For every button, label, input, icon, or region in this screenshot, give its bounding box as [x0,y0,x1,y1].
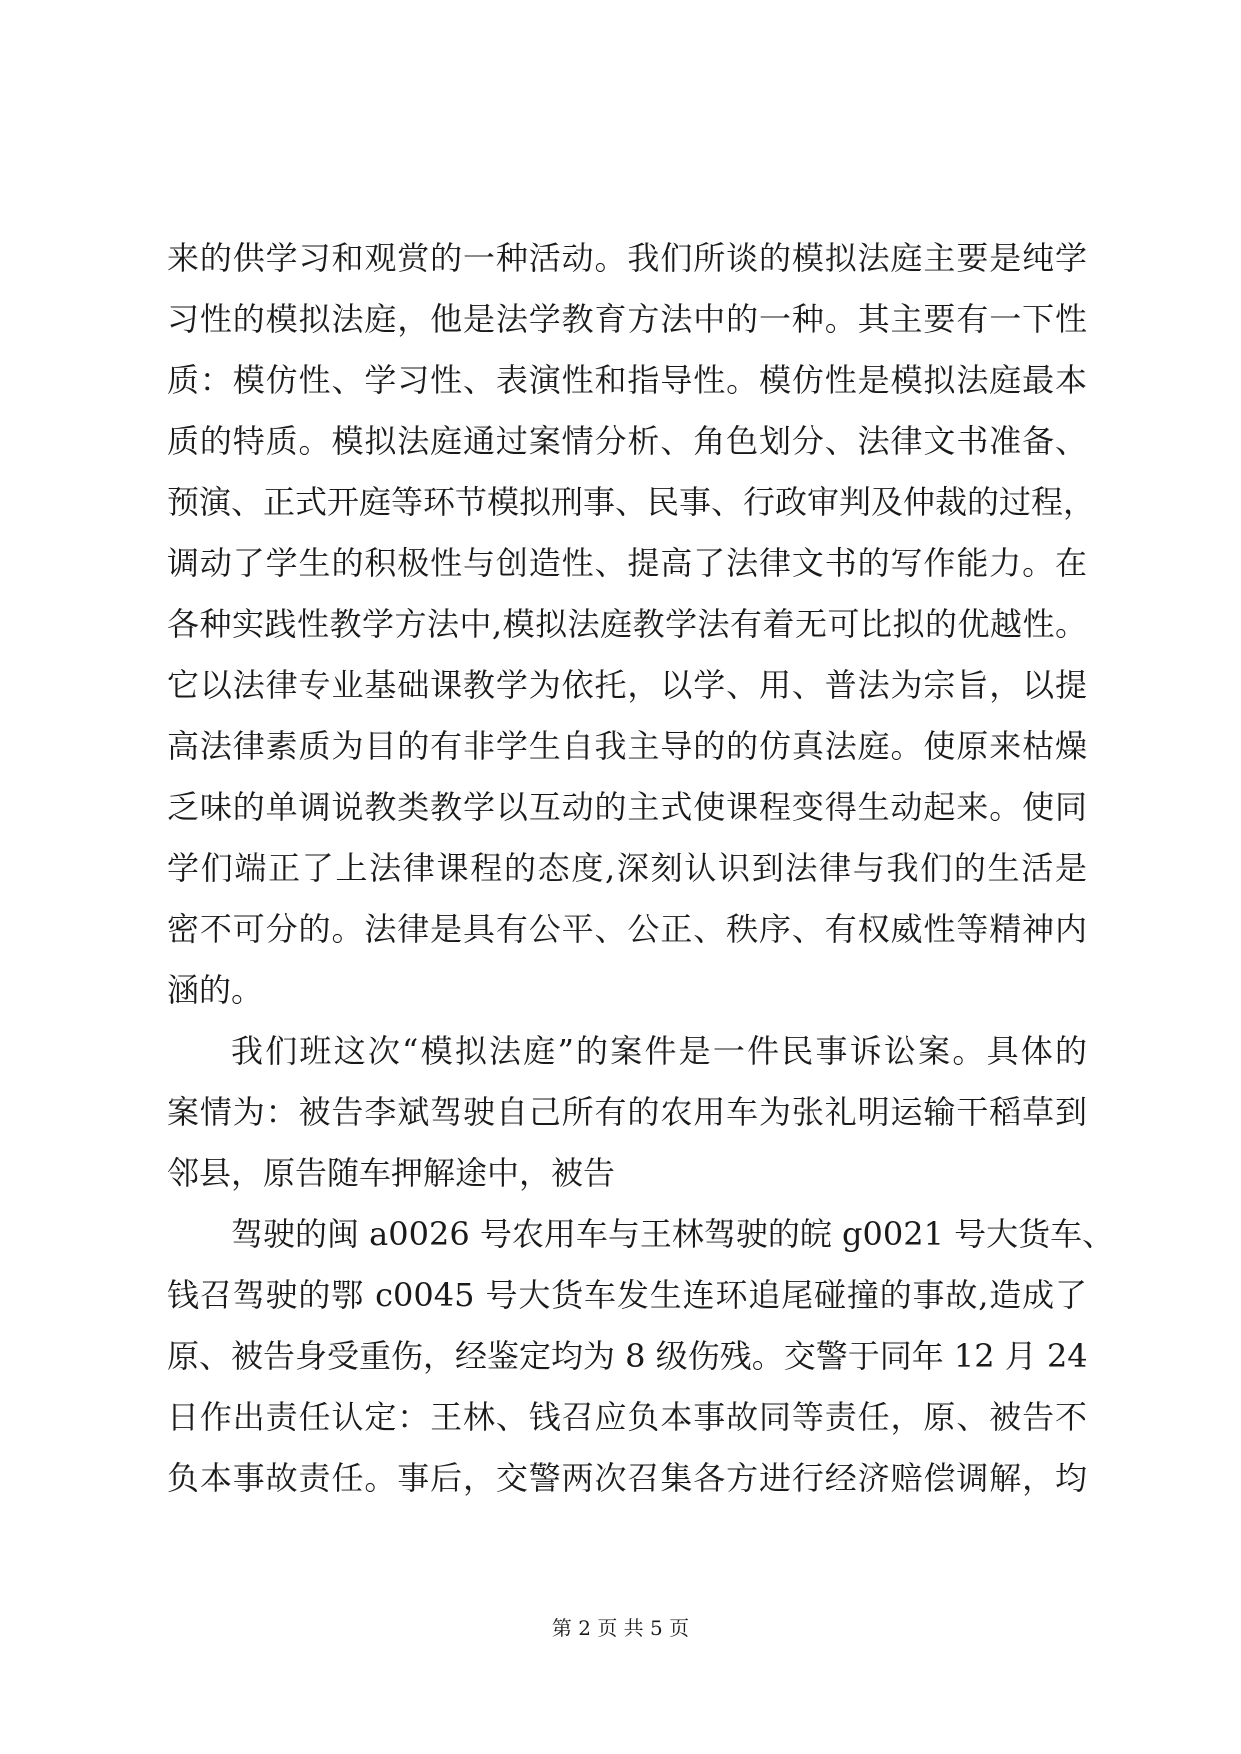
text-line: 邻县，原告随车押解途中，被告 [167,1154,616,1192]
text-line: 日作出责任认定：王林、钱召应负本事故同等责任，原、被告不 [167,1398,1087,1436]
text-line: 预演、正式开庭等环节模拟刑事、民事、行政审判及仲裁的过程， [167,483,1096,521]
text-line: 学们端正了上法律课程的态度,深刻认识到法律与我们的生活是 [167,849,1087,887]
text-line: 原、被告身受重伤，经鉴定均为 8 级伤残。交警于同年 12 月 24 [167,1337,1088,1375]
text-line: 习性的模拟法庭，他是法学教育方法中的一种。其主要有一下性 [167,300,1087,338]
text-line: 密不可分的。法律是具有公平、公正、秩序、有权威性等精神内 [167,910,1087,948]
paragraph [167,1021,1087,1204]
text-line: 调动了学生的积极性与创造性、提高了法律文书的写作能力。在 [167,544,1087,582]
text-line: 高法律素质为目的有非学生自我主导的的仿真法庭。使原来枯燥 [167,727,1087,765]
text-line: 涵的。 [167,971,264,1009]
text-line: 质：模仿性、学习性、表演性和指导性。模仿性是模拟法庭最本 [167,361,1087,399]
text-line: 负本事故责任。事后，交警两次召集各方进行经济赔偿调解，均 [167,1459,1087,1497]
paragraph [167,1204,1115,1509]
text-line: 我们班这次“模拟法庭”的案件是一件民事诉讼案。具体的 [231,1032,1087,1070]
text-line: 质的特质。模拟法庭通过案情分析、角色划分、法律文书准备、 [167,422,1087,460]
text-line: 它以法律专业基础课教学为依托，以学、用、普法为宗旨，以提 [167,666,1087,704]
text-line: 乏味的单调说教类教学以互动的主式使课程变得生动起来。使同 [167,788,1087,826]
text-line: 各种实践性教学方法中,模拟法庭教学法有着无可比拟的优越性。 [167,605,1087,643]
text-line: 案情为：被告李斌驾驶自己所有的农用车为张礼明运输干稻草到 [167,1093,1087,1131]
body-text [167,228,1115,1509]
page-number-footer: 第 2 页 共 5 页 [551,1616,690,1640]
paragraph [167,228,1096,1021]
text-line: 驾驶的闽 a0026 号农用车与王林驾驶的皖 g0021 号大货车、 [231,1215,1115,1253]
text-line: 钱召驾驶的鄂 c0045 号大货车发生连环追尾碰撞的事故,造成了 [167,1276,1087,1314]
text-line: 来的供学习和观赏的一种活动。我们所谈的模拟法庭主要是纯学 [167,239,1087,277]
